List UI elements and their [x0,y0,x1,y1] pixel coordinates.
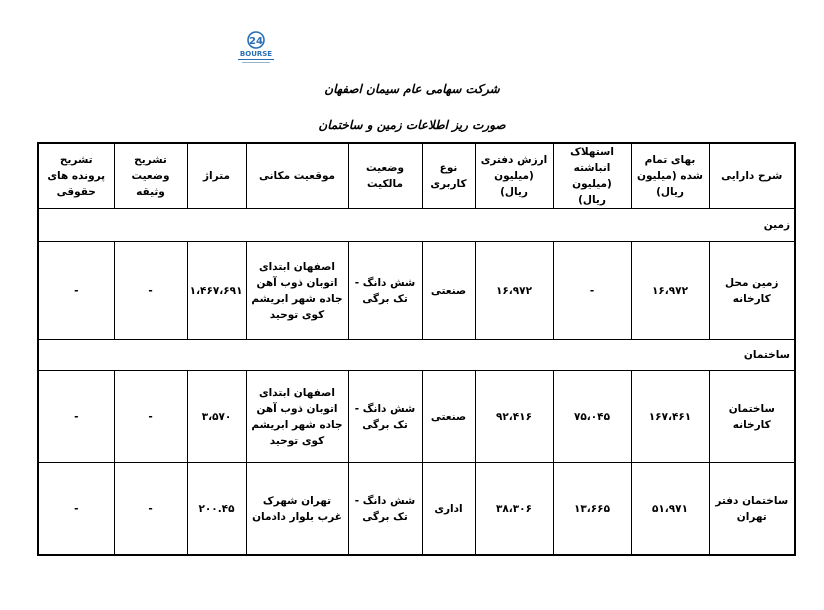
cell-ownership: شش دانگ - تک برگی [348,371,422,463]
cell-cost: ۱۶۷،۴۶۱ [631,371,709,463]
cell-depreciation: - [553,242,631,340]
cell-area: ۳،۵۷۰ [187,371,246,463]
cell-collateral: - [114,242,187,340]
assets-table [37,142,796,556]
col-accumulated-depreciation: استهلاک انباشته (میلیون ریال) [553,143,631,209]
col-book-value: ارزش دفتری (میلیون ریال) [475,143,553,209]
svg-text:BOURSE: BOURSE [239,50,273,58]
table-row [38,371,795,463]
cell-usage: صنعتی [422,371,475,463]
cell-cost: ۵۱،۹۷۱ [631,463,709,555]
col-location: موقعیت مکانی [246,143,348,209]
cell-description: زمین محل کارخانه [709,242,795,340]
cell-book-value: ۱۶،۹۷۲ [475,242,553,340]
cell-area: ۱،۴۶۷،۶۹۱ [187,242,246,340]
cell-book-value: ۹۲،۴۱۶ [475,371,553,463]
cell-location: تهران شهرک غرب بلوار دادمان [246,463,348,555]
cell-area: ۲۰۰.۴۵ [187,463,246,555]
col-collateral-status: تشریح وضعیت وثیقه [114,143,187,209]
cell-depreciation: ۱۳،۶۶۵ [553,463,631,555]
col-legal-cases: تشریح پرونده های حقوقی [38,143,114,209]
svg-text:24: 24 [249,36,263,47]
cell-collateral: - [114,371,187,463]
report-title: صورت ریز اطلاعات زمین و ساختمان [318,118,506,132]
cell-depreciation: ۷۵،۰۴۵ [553,371,631,463]
section-row-land [38,209,795,242]
col-usage-type: نوع کاربری [422,143,475,209]
col-asset-description: شرح دارایی [709,143,795,209]
cell-legal: - [38,242,114,340]
cell-ownership: شش دانگ - تک برگی [348,242,422,340]
cell-description: ساختمان دفتر تهران [709,463,795,555]
cell-location: اصفهان ابتدای اتوبان ذوب آهن جاده شهر ابریشم کوی توحید [246,371,348,463]
bourse-logo [230,30,282,66]
col-area: متراژ [187,143,246,209]
cell-location: اصفهان ابتدای اتوبان ذوب آهن جاده شهر ابریشم کوی توحید [246,242,348,340]
company-name: شرکت سهامی عام سیمان اصفهان [324,82,500,96]
cell-legal: - [38,463,114,555]
cell-collateral: - [114,463,187,555]
section-title: زمین [38,209,795,242]
cell-legal: - [38,371,114,463]
cell-usage: اداری [422,463,475,555]
col-ownership-status: وضعیت مالکیت [348,143,422,209]
table-row [38,463,795,555]
cell-cost: ۱۶،۹۷۲ [631,242,709,340]
cell-ownership: شش دانگ - تک برگی [348,463,422,555]
table-row [38,242,795,340]
cell-description: ساختمان کارخانه [709,371,795,463]
col-cost: بهای تمام شده (میلیون ریال) [631,143,709,209]
section-row-building [38,340,795,371]
section-title: ساختمان [38,340,795,371]
cell-book-value: ۳۸،۳۰۶ [475,463,553,555]
cell-usage: صنعتی [422,242,475,340]
header-row [38,143,795,209]
